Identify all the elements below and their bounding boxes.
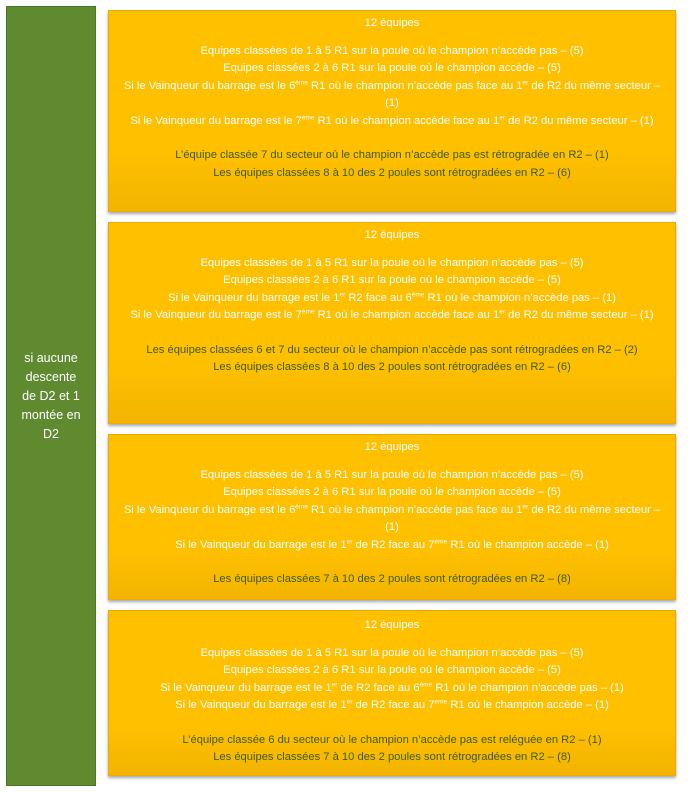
box-title: 12 équipes	[364, 229, 420, 241]
spacer	[123, 715, 661, 732]
rule-line	[123, 697, 661, 715]
ordinal-suffix: er	[522, 78, 529, 86]
box-title: 12 équipes	[364, 441, 420, 453]
spacer	[123, 130, 661, 147]
relegation-line: Les équipes classées 8 à 10 des 2 poules sont rétrogradées en R2 – (6)	[213, 361, 571, 373]
ordinal-suffix: er	[346, 537, 353, 545]
rule-text: Equipes classées 2 à 6 R1 sur la poule où le champion accède – (5)	[223, 486, 561, 498]
rule-text: de R2 face au 6	[337, 681, 420, 694]
rule-line	[123, 307, 661, 325]
rule-line	[123, 272, 661, 290]
rule-line	[123, 537, 661, 555]
ordinal-suffix: er	[499, 113, 505, 121]
rule-line	[123, 645, 661, 663]
relegation-line: L’équipe classée 7 du secteur où le champion n’accède pas est rétrogradée en R2 – (1)	[175, 149, 609, 161]
rule-text: R1 où le champion n’accède pas – (1)	[432, 681, 624, 694]
rule-text: Si le Vainqueur du barrage est le 1	[160, 681, 332, 694]
relegation-line: Les équipes classées 8 à 10 des 2 poules sont rétrogradées en R2 – (6)	[213, 166, 571, 179]
rule-text: Equipes classées de 1 à 5 R1 sur la poule où le champion n’accède pas – (5)	[200, 646, 584, 659]
rule-text: Si le Vainqueur du barrage est le 1	[175, 538, 347, 551]
rule-text: Equipes classées de 1 à 5 R1 sur la poule où le champion n’accède pas – (5)	[200, 256, 584, 269]
rule-text: R1 où le champion accède – (1)	[447, 538, 609, 551]
ordinal-suffix: ème	[295, 502, 308, 510]
relegation-line: Les équipes classées 6 et 7 du secteur où le champion n’accède pas sont rétrogradées en R2 – (2)	[146, 343, 638, 356]
ordinal-suffix: ème	[295, 78, 308, 86]
rule-text: R1 où le champion accède face au 1	[314, 309, 500, 321]
rule-text: Equipes classées 2 à 6 R1 sur la poule où le champion accède – (5)	[223, 274, 561, 286]
rule-text: de R2 face au 7	[352, 699, 435, 711]
ordinal-suffix: er	[331, 680, 338, 688]
ordinal-suffix: er	[522, 502, 529, 510]
scenario-box-3	[108, 434, 676, 600]
spacer	[123, 325, 661, 342]
rule-text: de R2 du même secteur – (1)	[504, 309, 654, 321]
rule-text: Si le Vainqueur du barrage est le 6	[123, 503, 296, 516]
rule-line	[123, 467, 661, 485]
rule-text: de R2 du même secteur – (1)	[385, 79, 661, 109]
ordinal-suffix: ème	[434, 537, 448, 545]
rule-text: de R2 du même secteur – (1)	[504, 114, 654, 127]
spacer	[123, 554, 661, 571]
condition-line: D2	[43, 426, 59, 441]
ordinal-suffix: ème	[411, 290, 425, 298]
rule-text: Si le Vainqueur du barrage est le 7	[130, 309, 302, 321]
box-title: 12 équipes	[364, 17, 420, 29]
rule-line	[123, 662, 661, 680]
relegation-line: Les équipes classées 7 à 10 des 2 poules sont rétrogradées en R2 – (8)	[213, 751, 571, 763]
condition-line: descente	[25, 369, 77, 384]
rule-text: Si le Vainqueur du barrage est le 7	[130, 114, 302, 127]
rule-text: R1 où le champion n’accède pas face au 1	[307, 79, 523, 92]
rule-text: Si le Vainqueur du barrage est le 1	[175, 699, 347, 711]
condition-bar	[6, 6, 96, 786]
rule-text: Equipes classées de 1 à 5 R1 sur la poule où le champion n’accède pas – (5)	[200, 44, 584, 57]
rule-text: Equipes classées 2 à 6 R1 sur la poule où le champion accède – (5)	[223, 62, 561, 74]
rule-text: R2 face au 6	[345, 291, 412, 304]
rule-line	[123, 290, 661, 308]
ordinal-suffix: ème	[301, 308, 315, 316]
rule-text: de R2 du même secteur – (1)	[385, 503, 661, 533]
rule-line	[123, 43, 661, 61]
condition-line: de D2 et 1	[22, 388, 80, 403]
scenario-box-4	[108, 610, 676, 776]
rule-text: de R2 face au 7	[352, 538, 435, 551]
scenario-box-2	[108, 222, 676, 424]
condition-line: montée en	[21, 407, 81, 422]
rule-line	[123, 60, 661, 78]
relegation-line: L’équipe classée 6 du secteur où le champion n’accède pas est reléguée en R2 – (1)	[182, 733, 602, 746]
rule-line	[123, 680, 661, 698]
rule-text: Si le Vainqueur du barrage est le 6	[123, 79, 296, 92]
scenario-box-1	[108, 10, 676, 212]
rule-text: R1 où le champion accède face au 1	[314, 114, 500, 127]
ordinal-suffix: er	[346, 698, 353, 706]
ordinal-suffix: er	[339, 290, 346, 298]
box-title: 12 équipes	[364, 619, 420, 631]
ordinal-suffix: ème	[419, 680, 433, 688]
rule-text: Equipes classées 2 à 6 R1 sur la poule où le champion accède – (5)	[223, 664, 561, 676]
ordinal-suffix: ème	[434, 698, 448, 706]
rule-line	[123, 502, 661, 537]
rule-text: R1 où le champion n’accède pas face au 1	[307, 503, 523, 516]
condition-line: si aucune	[24, 350, 78, 365]
ordinal-suffix: ème	[301, 113, 315, 121]
relegation-line: Les équipes classées 7 à 10 des 2 poules sont rétrogradées en R2 – (8)	[213, 573, 571, 585]
rule-line	[123, 484, 661, 502]
rule-text: R1 où le champion accède – (1)	[447, 699, 609, 711]
rule-text: R1 où le champion n’accède pas – (1)	[424, 291, 616, 304]
condition-label	[16, 349, 86, 444]
rule-line	[123, 255, 661, 273]
rule-text: Equipes classées de 1 à 5 R1 sur la poule où le champion n’accède pas – (5)	[200, 468, 584, 481]
rule-line	[123, 113, 661, 131]
rule-text: Si le Vainqueur du barrage est le 1	[168, 291, 340, 304]
rule-line	[123, 78, 661, 113]
ordinal-suffix: er	[499, 308, 505, 316]
